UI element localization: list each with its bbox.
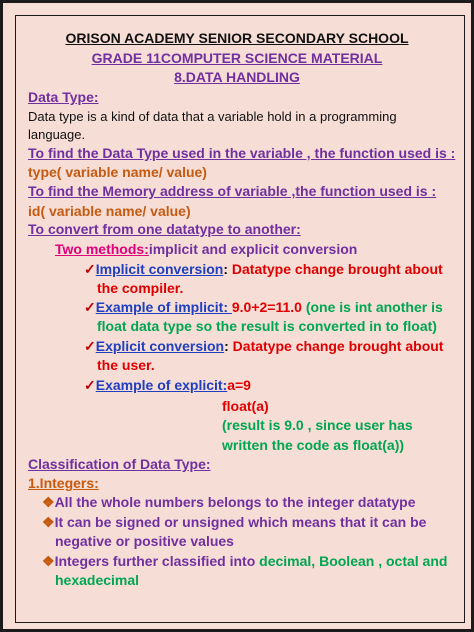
explicit-colon: : [224, 338, 233, 354]
ex-explicit-note-2: written the code as float(a)) [222, 437, 405, 453]
find-type-func: type( variable name/ value) [28, 164, 207, 180]
ex-implicit-expr: 9.0+2=11.0 [231, 299, 302, 315]
bullet-3 [42, 553, 447, 570]
methods-label: Two methods: [55, 241, 149, 257]
integers-heading: 1.Integers: [28, 475, 99, 491]
ex-explicit-label: Example of explicit: [95, 377, 228, 393]
bullet-2-text: It can be signed or unsigned which means that it can be [54, 514, 427, 530]
methods-text: implicit and explicit conversion [148, 241, 358, 257]
ex-explicit-code-1: a=9 [227, 377, 251, 393]
bullet-3-types: decimal, Boolean , octal and [259, 553, 448, 569]
bullet-2 [42, 514, 426, 531]
ex-explicit-code-2: float(a) [222, 398, 269, 414]
bullet-2-text-2: negative or positive values [55, 533, 234, 549]
school-title: ORISON ACADEMY SENIOR SECONDARY SCHOOL [65, 30, 409, 46]
chapter-title: 8.DATA HANDLING [174, 69, 300, 85]
datatype-heading: Data Type: [28, 89, 99, 105]
explicit-line [84, 338, 443, 355]
find-type-heading: To find the Data Type used in the variable , the function used is : [28, 145, 456, 161]
ex-explicit-note-1: (result is 9.0 , since user has [222, 417, 413, 433]
datatype-desc-1: Data type is a kind of data that a variable hold in a programming [28, 109, 397, 124]
ex-implicit-note-1: (one is int another is [301, 299, 443, 315]
implicit-colon: : [223, 261, 232, 277]
implicit-desc-1: Datatype change brought about [231, 261, 443, 277]
datatype-desc-2: language. [28, 127, 86, 142]
check-icon: ✓ [84, 377, 96, 393]
explicit-label: Explicit conversion [95, 338, 225, 354]
classification-heading: Classification of Data Type: [28, 456, 211, 472]
ex-implicit-label: Example of implicit: [95, 299, 232, 315]
methods-line [55, 241, 357, 258]
bullet-3-pre: Integers further classified into [54, 553, 260, 569]
implicit-label: Implicit conversion [95, 261, 224, 277]
ex-implicit-note-2: float data type so the result is converted in to float) [97, 318, 437, 334]
diamond-bullet-icon: ❖ [42, 494, 55, 510]
find-addr-heading: To find the Memory address of variable ,the function used is : [28, 183, 437, 199]
convert-heading: To convert from one datatype to another: [28, 221, 301, 237]
bullet-1-text: All the whole numbers belongs to the integer datatype [54, 494, 416, 510]
implicit-desc-2: the compiler. [97, 280, 184, 296]
explicit-desc-1: Datatype change brought about [232, 338, 444, 354]
ex-implicit-line [84, 299, 443, 316]
check-icon: ✓ [84, 261, 96, 277]
explicit-desc-2: the user. [97, 357, 155, 373]
bullet-1 [42, 494, 416, 511]
diamond-bullet-icon: ❖ [42, 514, 55, 530]
ex-explicit-line [84, 377, 251, 394]
bullet-3-types-2: hexadecimal [55, 572, 140, 588]
grade-title: GRADE 11COMPUTER SCIENCE MATERIAL [91, 50, 383, 66]
implicit-line [84, 261, 443, 278]
check-icon: ✓ [84, 299, 96, 315]
find-addr-func: id( variable name/ value) [28, 203, 191, 219]
diamond-bullet-icon: ❖ [42, 553, 55, 569]
check-icon: ✓ [84, 338, 96, 354]
